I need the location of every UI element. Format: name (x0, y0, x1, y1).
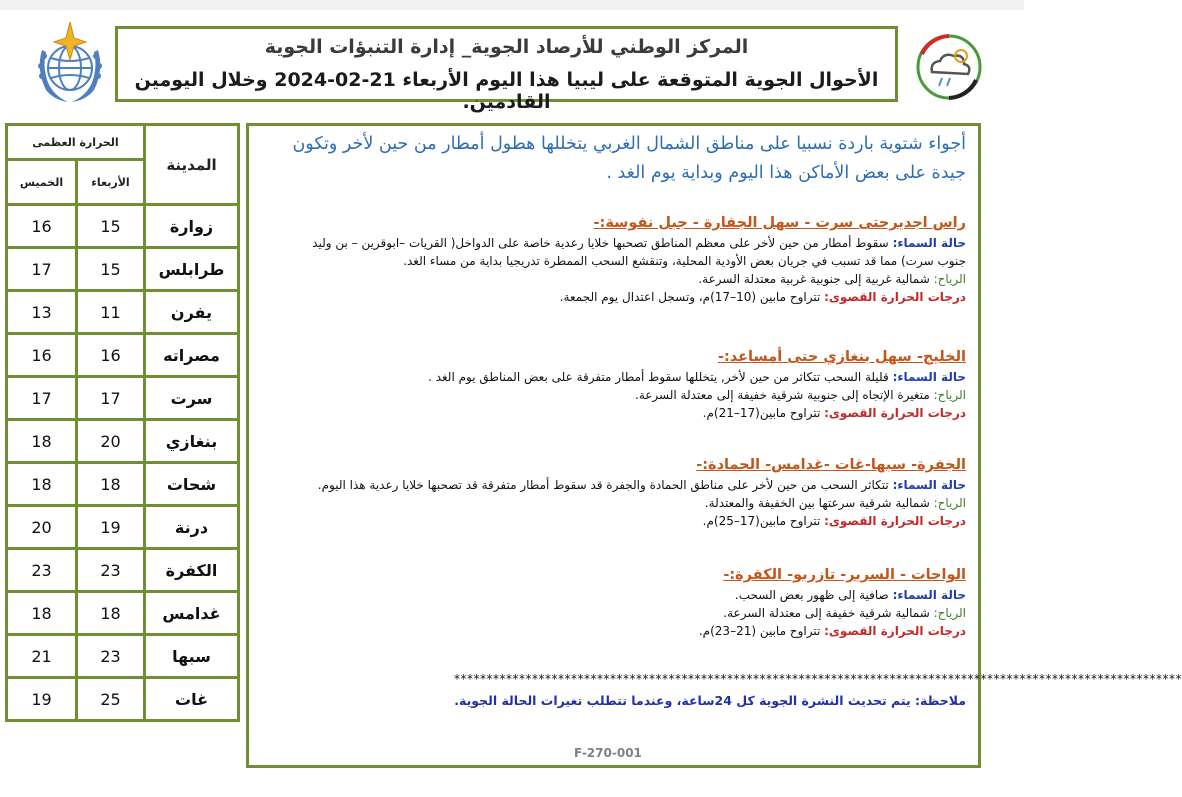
wind-text: شمالية شرقية خفيفة إلى معتدلة السرعة. (723, 606, 930, 620)
temp-wednesday: 18 (77, 463, 145, 506)
sky-line-continued (261, 252, 966, 270)
temp-wednesday: 19 (77, 506, 145, 549)
city-temperature-table (5, 123, 240, 722)
temp-thursday: 17 (7, 248, 77, 291)
table-row (7, 377, 239, 420)
city-name: سرت (145, 377, 239, 420)
table-row (7, 678, 239, 721)
sky-line (261, 368, 966, 386)
city-name: مصراته (145, 334, 239, 377)
column-header-wednesday: الأربعاء (77, 160, 145, 205)
wind-line (261, 386, 966, 404)
sky-label: حالة السماء: (892, 236, 966, 250)
wind-label: الرياح: (933, 388, 966, 402)
wind-label: الرياح: (933, 496, 966, 510)
wind-line (261, 604, 966, 622)
table-row (7, 291, 239, 334)
region-title: الجفرة- سبها-غات -غدامس- الحمادة:- (696, 457, 966, 473)
region-northwest (261, 212, 966, 306)
sky-text: قليلة السحب تتكاثر من حين لأخر, يتخللها سقوط أمطار متفرقة على بعض المناطق يوم الغد . (428, 370, 889, 384)
temp-wednesday: 25 (77, 678, 145, 721)
wmo-emblem-icon (28, 20, 112, 106)
separator-stars: **************************************************************************************************************** (454, 672, 1182, 686)
table-row (7, 549, 239, 592)
column-header-thursday: الخميس (7, 160, 77, 205)
region-south-central (261, 454, 966, 530)
city-name: غدامس (145, 592, 239, 635)
wind-label: الرياح: (933, 606, 966, 620)
temp-wednesday: 23 (77, 635, 145, 678)
region-southeast (261, 564, 966, 640)
wind-line (261, 270, 966, 288)
wind-line (261, 494, 966, 512)
sky-label: حالة السماء: (892, 588, 966, 602)
temp-wednesday: 17 (77, 377, 145, 420)
sky-text: تتكاثر السحب من حين لأخر على مناطق الحمادة والجفرة قد سقوط أمطار متفرقة قد تصحبها خلايا رعدية هذا اليوم. (317, 478, 889, 492)
region-title: الواحات - السرير- تازربو- الكفرة:- (723, 567, 966, 583)
temp-line (261, 622, 966, 640)
top-strip (0, 0, 1024, 10)
temp-label: درجات الحرارة القصوى: (824, 514, 966, 528)
temp-thursday: 17 (7, 377, 77, 420)
header-subtitle: الأحوال الجوية المتوقعة على ليبيا هذا اليوم الأربعاء 21-02-2024 وخلال اليومين القادمين. (134, 69, 879, 113)
city-name: درنة (145, 506, 239, 549)
forecast-intro: أجواء شتوية باردة نسبيا على مناطق الشمال الغربي يتخللها هطول أمطار من حين لأخر وتكون جيدة على بعض الأماكن هذا اليوم وبداية يوم الغد . (292, 134, 966, 183)
temp-thursday: 16 (7, 334, 77, 377)
table-row (7, 205, 239, 248)
temp-wednesday: 16 (77, 334, 145, 377)
header-box (115, 26, 898, 113)
temp-label: درجات الحرارة القصوى: (824, 624, 966, 638)
temp-label: درجات الحرارة القصوى: (824, 406, 966, 420)
temp-thursday: 18 (7, 592, 77, 635)
wind-text: شمالية غربية إلى جنوبية غربية معتدلة السرعة. (698, 272, 930, 286)
temp-thursday: 23 (7, 549, 77, 592)
table-row (7, 635, 239, 678)
temp-thursday: 19 (7, 678, 77, 721)
temp-thursday: 18 (7, 420, 77, 463)
temp-thursday: 20 (7, 506, 77, 549)
temp-text: تتراوح مابين (21–23)م. (698, 624, 821, 638)
column-header-max-temp: الحرارة العظمى (7, 125, 145, 160)
table-row (7, 506, 239, 549)
table-row (7, 248, 239, 291)
temp-thursday: 16 (7, 205, 77, 248)
temp-wednesday: 11 (77, 291, 145, 334)
temp-thursday: 18 (7, 463, 77, 506)
city-name: طرابلس (145, 248, 239, 291)
city-name: الكفرة (145, 549, 239, 592)
temp-text: تتراوح مابين(17–21)م. (702, 406, 821, 420)
wind-text: متغيرة الإتجاه إلى جنوبية شرقية خفيفة إلى معتدلة السرعة. (635, 388, 930, 402)
temp-wednesday: 20 (77, 420, 145, 463)
temp-line (261, 288, 966, 306)
column-header-city: المدينة (145, 125, 239, 205)
table-row (7, 334, 239, 377)
temp-wednesday: 18 (77, 592, 145, 635)
city-name: شحات (145, 463, 239, 506)
sky-line (261, 476, 966, 494)
sky-text: صافية إلى ظهور بعض السحب. (734, 588, 889, 602)
city-name: يفرن (145, 291, 239, 334)
region-title: راس اجديرحتى سرت - سهل الجفارة - جبل نفوسة:- (593, 215, 966, 231)
table-row (7, 592, 239, 635)
temp-wednesday: 15 (77, 205, 145, 248)
temp-wednesday: 15 (77, 248, 145, 291)
ncm-weather-logo-icon (914, 32, 984, 102)
region-northeast (261, 346, 966, 422)
sky-line (261, 586, 966, 604)
temp-thursday: 13 (7, 291, 77, 334)
forecast-panel (246, 123, 1182, 768)
city-name: غات (145, 678, 239, 721)
form-code: F-270-001 (574, 746, 642, 760)
table-row (7, 420, 239, 463)
update-note: ملاحظة: يتم تحديث النشرة الجوية كل 24ساعة، وعندما تتطلب تغيرات الحالة الجوية. (454, 693, 966, 708)
sky-label: حالة السماء: (892, 370, 966, 384)
region-title: الخليج- سهل بنغازي حتى أمساعد:- (717, 349, 966, 365)
sky-text: سقوط أمطار من حين لأخر على معظم المناطق تصحبها خلايا رعدية خاصة على الدواخل( القريات –ابوقرين – بن وليد (312, 236, 889, 250)
temp-line (261, 404, 966, 422)
sky-text-continued: جنوب سرت) مما قد تسبب في جريان بعض الأودية المحلية، وتنقشع السحب الممطرة تدريجيا بداية من مساء الغد. (403, 254, 966, 268)
temp-label: درجات الحرارة القصوى: (824, 290, 966, 304)
city-name: زوارة (145, 205, 239, 248)
table-row (7, 463, 239, 506)
city-name: سبها (145, 635, 239, 678)
city-name: بنغازي (145, 420, 239, 463)
temp-text: تتراوح مابين(17–25)م. (702, 514, 821, 528)
sky-line (261, 234, 966, 252)
temp-line (261, 512, 966, 530)
wind-label: الرياح: (933, 272, 966, 286)
sky-label: حالة السماء: (892, 478, 966, 492)
temp-thursday: 21 (7, 635, 77, 678)
wind-text: شمالية شرقية سرعتها بين الخفيفة والمعتدلة. (704, 496, 930, 510)
header-title: المركز الوطني للأرصاد الجوية_ إدارة التنبؤات الجوية (264, 36, 749, 58)
temp-wednesday: 23 (77, 549, 145, 592)
temp-text: تتراوح مابين (10–17)م، وتسجل اعتدال يوم الجمعة. (559, 290, 821, 304)
